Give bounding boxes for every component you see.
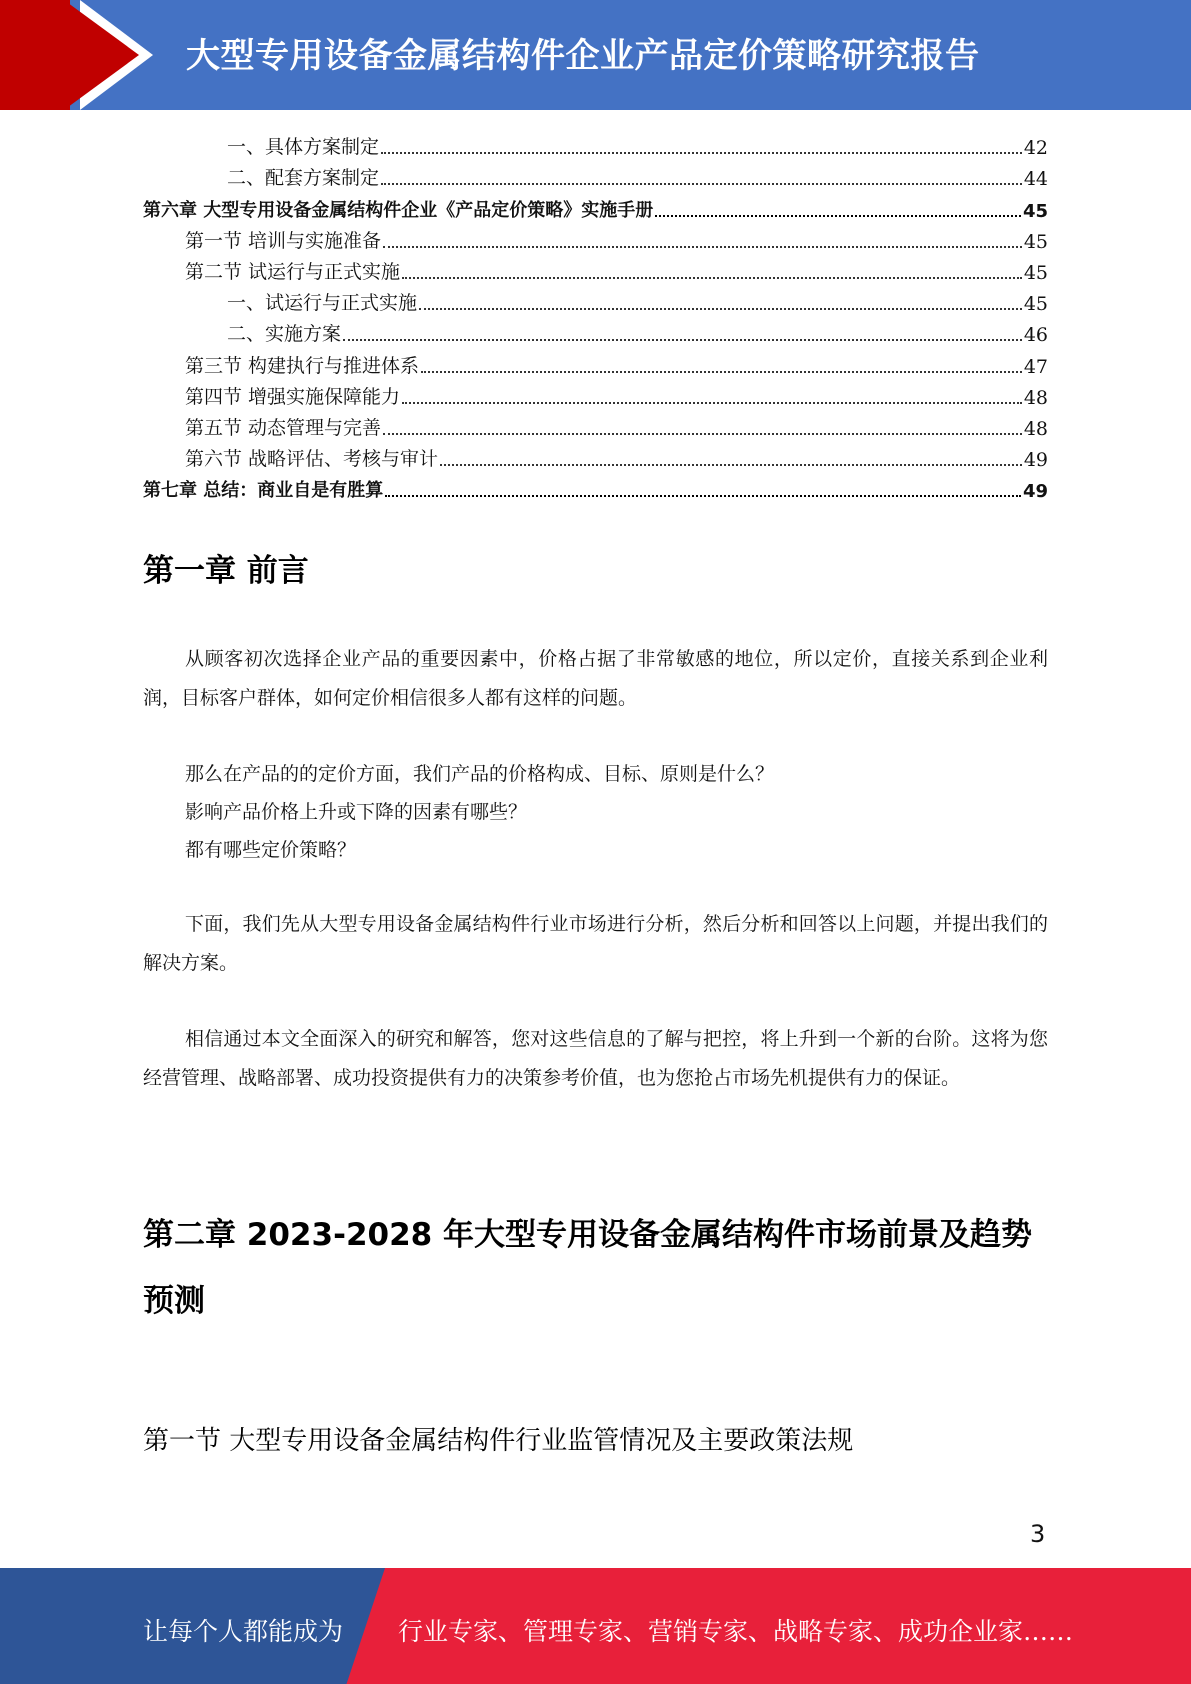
toc-entry[interactable] — [143, 440, 1048, 471]
toc-entry-page: 45 — [1023, 293, 1048, 316]
chapter1-paragraph-2: 下面，我们先从大型专用设备金属结构件行业市场进行分析，然后分析和回答以上问题，并提出我们的解决方案。 — [143, 913, 1048, 974]
chapter1-paragraph-1: 从顾客初次选择企业产品的重要因素中，价格占据了非常敏感的地位，所以定价，直接关系到企业利润，目标客户群体，如何定价相信很多人都有这样的问题。 — [143, 648, 1048, 709]
toc-entry-label: 一、具体方案制定 — [227, 136, 380, 159]
question-2: 影响产品价格上升或下降的因素有哪些？ — [185, 801, 528, 823]
toc-leader-dots — [385, 494, 1021, 497]
chapter2-section1-title: 第一节 大型专用设备金属结构件行业监管情况及主要政策法规 — [143, 1426, 854, 1456]
chapter1-title: 第一章 前言 — [143, 553, 309, 589]
toc-leader-dots — [381, 151, 1022, 154]
toc-entry-label: 第五节 动态管理与完善 — [185, 416, 382, 439]
toc-entry[interactable] — [143, 378, 1048, 409]
toc-entry-page: 49 — [1023, 449, 1048, 472]
toc-entry-label: 一、试运行与正式实施 — [227, 292, 418, 315]
toc-entry[interactable] — [143, 409, 1048, 440]
toc-entry-page: 42 — [1023, 137, 1048, 160]
toc-entry-page: 45 — [1022, 200, 1048, 222]
toc-leader-dots — [383, 245, 1022, 248]
toc-leader-dots — [655, 214, 1021, 217]
toc-leader-dots — [383, 432, 1022, 435]
question-1: 那么在产品的的定价方面，我们产品的价格构成、目标、原则是什么？ — [185, 763, 775, 785]
toc-leader-dots — [381, 182, 1022, 185]
toc-leader-dots — [421, 370, 1022, 373]
toc-leader-dots — [402, 401, 1022, 404]
question-3: 都有哪些定价策略？ — [185, 839, 357, 861]
toc-entry[interactable] — [143, 284, 1048, 315]
toc-entry[interactable] — [143, 315, 1048, 346]
toc-leader-dots — [440, 463, 1022, 466]
toc-entry-page: 48 — [1023, 386, 1048, 409]
toc-leader-dots — [343, 338, 1022, 341]
footer-slogan-right: 行业专家、管理专家、营销专家、战略专家、成功企业家…… — [398, 1617, 1074, 1646]
toc-entry[interactable] — [143, 253, 1048, 284]
toc-entry-label: 第二节 试运行与正式实施 — [185, 260, 401, 283]
toc-leader-dots — [419, 307, 1022, 310]
toc-entry[interactable] — [143, 128, 1048, 159]
table-of-contents — [143, 128, 1048, 502]
footer-banner — [0, 1568, 1191, 1684]
toc-entry-label: 第三节 构建执行与推进体系 — [185, 354, 420, 377]
toc-entry-label: 二、实施方案 — [227, 323, 342, 346]
toc-entry[interactable] — [143, 159, 1048, 190]
toc-entry-label: 第六节 战略评估、考核与审计 — [185, 448, 439, 471]
chapter2-title: 第二章 2023-2028 年大型专用设备金属结构件市场前景及趋势预测 — [143, 1217, 1033, 1319]
toc-entry[interactable] — [143, 471, 1048, 502]
toc-entry-page: 45 — [1023, 261, 1048, 284]
header-banner — [0, 0, 1191, 110]
toc-entry[interactable] — [143, 346, 1048, 377]
toc-entry-page: 44 — [1023, 168, 1048, 191]
chapter1-paragraph-3: 相信通过本文全面深入的研究和解答，您对这些信息的了解与把控，将上升到一个新的台阶。这将为您经营管理、战略部署、成功投资提供有力的决策参考价值，也为您抢占市场先机提供有力的保证。 — [143, 1028, 1048, 1089]
page-number: 3 — [1030, 1520, 1046, 1548]
toc-leader-dots — [402, 276, 1022, 279]
footer-slogan-left: 让每个人都能成为 — [143, 1617, 344, 1646]
toc-entry-label: 第七章 总结：商业自是有胜算 — [143, 480, 384, 502]
toc-entry-label: 二、配套方案制定 — [227, 167, 380, 190]
header-red-chevron — [64, 0, 139, 110]
toc-entry[interactable] — [143, 190, 1048, 221]
toc-entry[interactable] — [143, 222, 1048, 253]
toc-entry-page: 47 — [1023, 355, 1048, 378]
toc-entry-page: 46 — [1023, 324, 1048, 347]
toc-entry-label: 第六章 大型专用设备金属结构件企业《产品定价策略》实施手册 — [143, 199, 654, 221]
toc-entry-page: 45 — [1023, 230, 1048, 253]
toc-entry-page: 48 — [1023, 417, 1048, 440]
toc-entry-label: 第一节 培训与实施准备 — [185, 229, 382, 252]
toc-entry-page: 49 — [1022, 481, 1048, 503]
header-red-block — [0, 0, 70, 110]
report-title: 大型专用设备金属结构件企业产品定价策略研究报告 — [186, 36, 980, 76]
toc-entry-label: 第四节 增强实施保障能力 — [185, 385, 401, 408]
